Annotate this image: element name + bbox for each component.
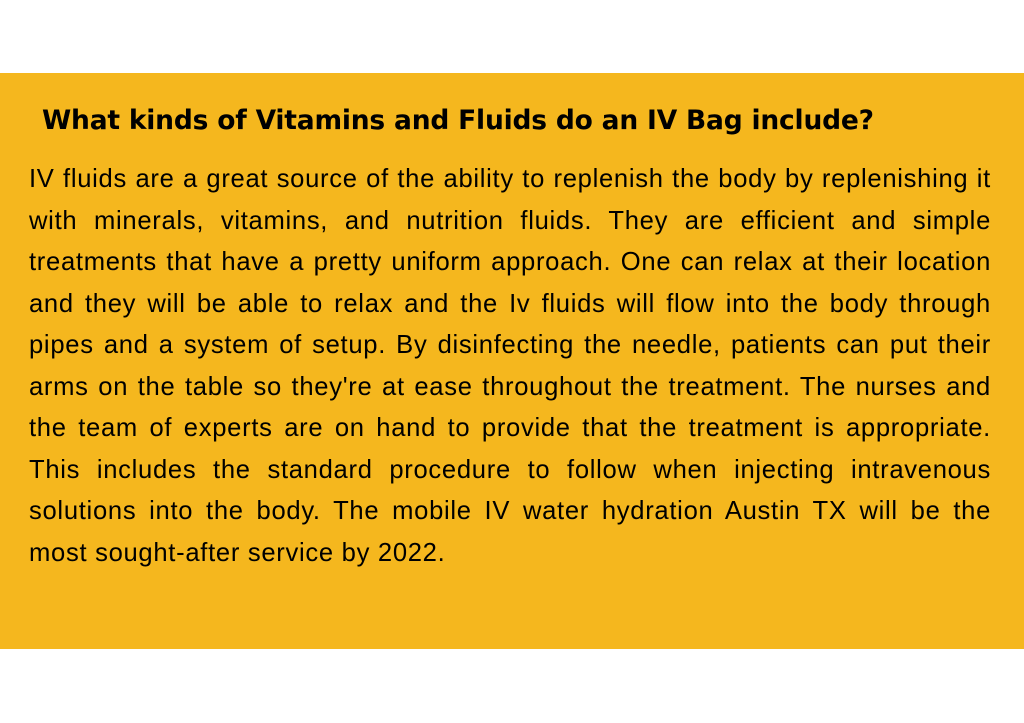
page-title: What kinds of Vitamins and Fluids do an IV Bag include? xyxy=(42,105,874,136)
body-paragraph: IV fluids are a great source of the ability to replenish the body by replenishing it with minerals, vitamins, and nutrition fluids. They are efficient and simple treatments that have a pretty uniform approach. One can relax at their location and they will be able to relax and the Iv fluids will flow into the body through pipes and a system of setup. By disinfecting the needle, patients can put their arms on the table so they're at ease throughout the treatment. The nurses and the team of experts are on hand to provide that the treatment is appropriate. This includes the standard procedure to follow when injecting intravenous solutions into the body. The mobile IV water hydration Austin TX will be the most sought-after service by 2022. xyxy=(29,165,991,567)
